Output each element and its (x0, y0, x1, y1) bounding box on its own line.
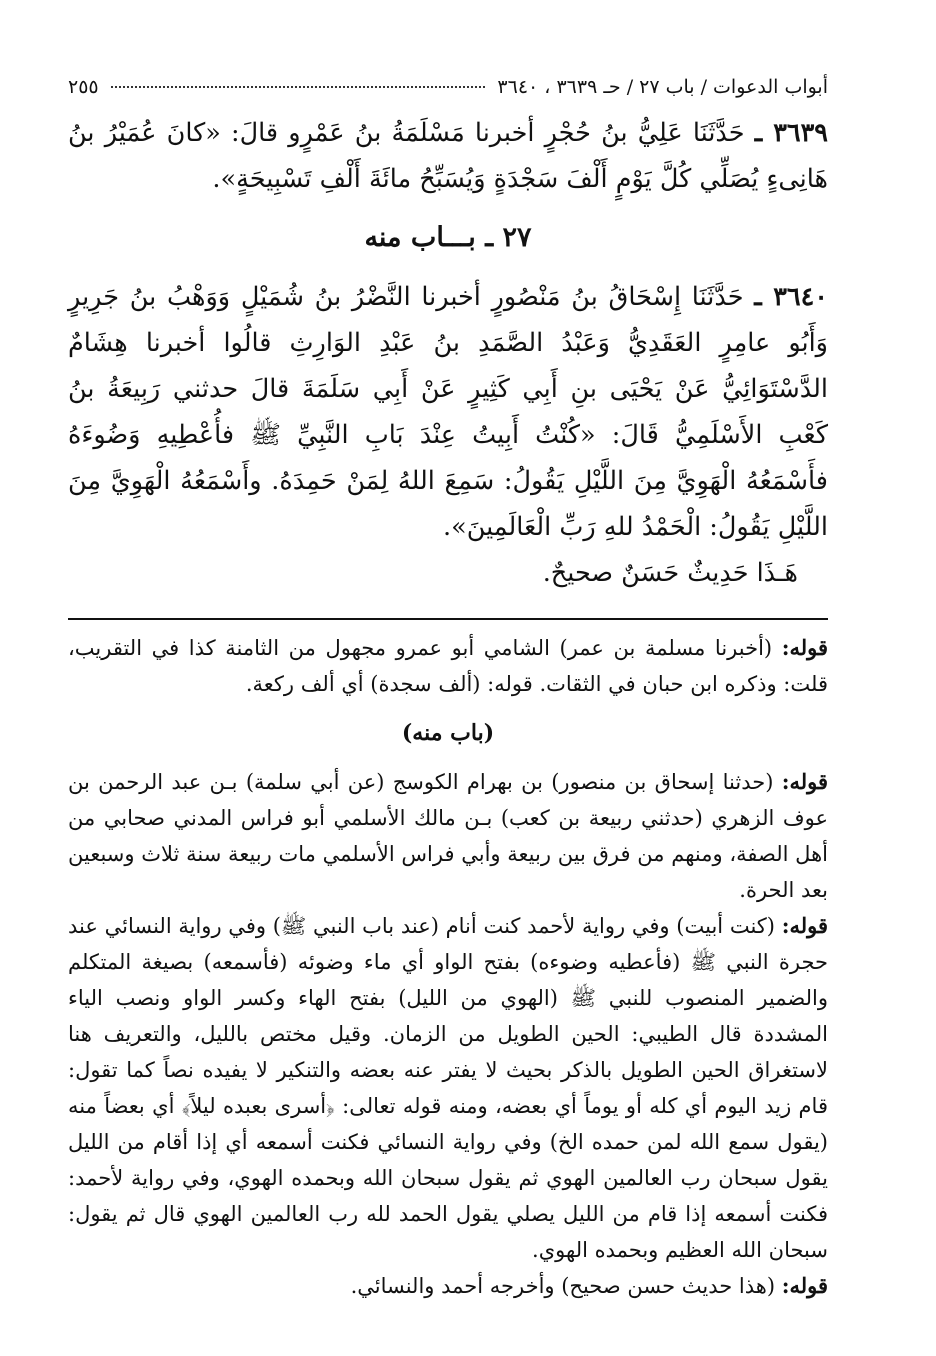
hadith-text: حَدَّثَنَا إِسْحَاقُ بنُ مَنْصُورٍ أخبرنا النَّضْرُ بنُ شُمَيْلٍ وَوَهْبُ بنُ جَرِيرٍ وَأَبُو عامِرٍ العَقَدِيُّ وَعَبْدُ الصَّمَدِ بنُ عَبْدِ الوَارِثِ قالُوا أخبرنا هِشَامٌ الدَّسْتَوَائِيُّ عَنْ يَحْيَى بنِ أَبِي كَثِيرٍ عَنْ أَبِي سَلَمَةَ قالَ حدثني رَبِيعَةُ بنُ كَعْبِ الأَسْلَمِيُّ قَالَ: «كُنْتُ أَبِيتُ عِنْدَ بَابِ النَّبِيِّ ﷺ فأُعْطِيهِ وَضُوءَهُ فأَسْمَعُهُ الْهَوِيَّ مِنَ اللَّيْلِ يَقُولُ: سَمِعَ اللهُ لِمَنْ حَمِدَهُ. وأَسْمَعُهُ الْهَوِيَّ مِنَ اللَّيْلِ يَقُولُ: الْحَمْدُ للهِ رَبِّ الْعَالَمِينَ». (68, 282, 828, 542)
hadith-3639-paragraph (68, 110, 828, 202)
note-lead: قوله: (781, 769, 828, 794)
note-lead: قوله: (781, 913, 828, 938)
header-dotted-leader (111, 86, 486, 88)
hadith-grading: هَـذَا حَدِيثٌ حَسَنٌ صحيحٌ. (542, 558, 798, 588)
hadith-3640-paragraph (68, 274, 828, 550)
note-text: (حدثنا إسحاق بن منصور) بن بهرام الكوسج (عن أبي سلمة) بـن عبد الرحمن بن عوف الزهري (حدثني ربيعة بن كعب) بـن مالك الأسلمي أبو فراس المدني صحابي من أهل الصفة، ومنهم من فرق بين ربيعة وأبي فراس الأسلمي مات ربيعة سنة ثلاث وسبعين بعد الحرة. (68, 770, 828, 902)
header-title: أبواب الدعوات / باب ٢٧ / حـ ٣٦٣٩ ، ٣٦٤٠ (497, 76, 828, 98)
footnote-divider (68, 618, 828, 620)
note-text: (كنت أبيت) وفي رواية لأحمد كنت أنام (عند باب النبي ﷺ) وفي رواية النسائي عند حجرة النبي ﷺ (فأعطيه وضوءه) بفتح الواو أي ماء وضوئه (فأسمعه) بصيغة المتكلم والضمير المنصوب للنبي ﷺ (الهوي من الليل) بفتح الهاء وكسر الواو ونصب الياء المشددة قال الطيبي: الحين الطويل من الزمان. وقيل مختص بالليل، والتعريف هنا لاستغراق الحين الطويل بالذكر بحيث لا يفتر عنه بعضه والتنكير لا يفيده نصاً كما تقول: قام زيد اليوم أي كله أو يوماً أي بعضه، ومنه قوله تعالى: ﴿أسرى بعبده ليلاً﴾ أي بعضاً منه (يقول سمع الله لمن حمده الخ) وفي رواية النسائي فكنت أسمعه أي إذا أقام من الليل يقول سبحان رب العالمين الهوي ثم يقول سبحان الله وبحمده الهوي، وفي رواية لأحمد: فكنت أسمعه إذا قام من الليل يصلي يقول الحمد لله رب العالمين الهوي قال ثم يقول: سبحان الله العظيم وبحمده الهوي. (68, 914, 828, 1262)
hadith-number: ٣٦٣٩ ـ (754, 118, 828, 148)
hadith-3639 (68, 110, 828, 202)
commentary-note (68, 1268, 828, 1304)
commentary (68, 630, 828, 1304)
main-text (68, 110, 828, 596)
commentary-note (68, 908, 828, 1268)
note-lead: قوله: (781, 635, 828, 660)
hadith-number: ٣٦٤٠ ـ (754, 282, 829, 312)
note-text: (أخبرنا مسلمة بن عمر) الشامي أبو عمرو مجهول من الثامنة كذا في التقريب، قلت: وذكره ابن حبان في الثقات. قوله: (ألف سجدة) أي ألف ركعة. (68, 636, 828, 696)
book-page (68, 70, 828, 1304)
hadith-text: حَدَّثَنَا عَلِيُّ بنُ حُجْرٍ أخبرنا مَسْلَمَةُ بنُ عَمْرٍو قالَ: «كانَ عُمَيْرُ بنُ هَانِىءٍ يُصَلِّي كُلَّ يَوْمٍ أَلْفَ سَجْدَةٍ وَيُسَبِّحُ مائَةَ أَلْفِ تَسْبِيحَةٍ». (68, 118, 828, 194)
commentary-note (68, 764, 828, 908)
commentary-note (68, 630, 828, 702)
page-number: ٢٥٥ (68, 76, 99, 98)
commentary-sub-heading: (باب منه) (401, 720, 495, 746)
running-header (68, 70, 828, 104)
note-lead: قوله: (781, 1273, 828, 1298)
chapter-heading: ٢٧ ـ بـــاب منه (364, 222, 532, 253)
note-text: (هذا حديث حسن صحيح) وأخرجه أحمد والنسائي. (350, 1274, 782, 1298)
hadith-3640 (68, 274, 828, 550)
